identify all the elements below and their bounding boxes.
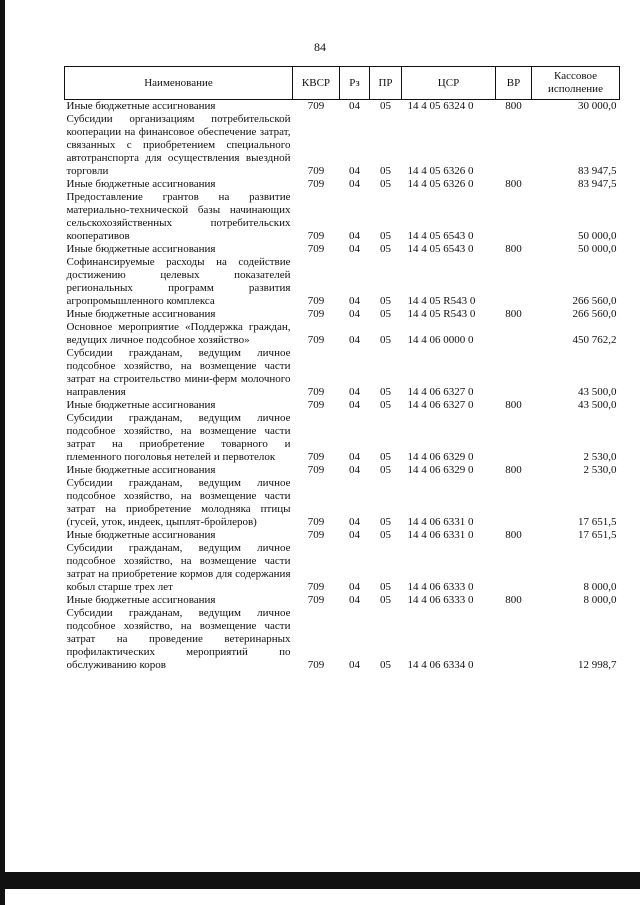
row-vr <box>496 542 532 594</box>
header-cash-execution: Кассовое исполнение <box>532 67 620 100</box>
table-row <box>65 412 620 464</box>
row-amount: 2 530,0 <box>583 451 617 463</box>
table-row <box>65 542 620 594</box>
row-name: Субсидии гражданам, ведущим личное подсобное хозяйство, на возмещение части затрат на проведение ветеринарных профилактических мероприятий по обслуживанию коров <box>66 607 291 671</box>
row-vr: 800 <box>505 100 522 112</box>
row-kvsr: 709 <box>307 464 325 476</box>
row-vr <box>496 191 532 243</box>
row-name: Иные бюджетные ассигнования <box>66 529 216 541</box>
row-amount: 30 000,0 <box>578 100 617 112</box>
page-number: 84 <box>314 40 326 54</box>
table-row <box>65 594 620 607</box>
row-kvsr: 709 <box>307 165 325 177</box>
row-csr: 14 4 06 6329 0 <box>407 464 474 476</box>
row-vr: 800 <box>505 243 522 255</box>
row-name: Иные бюджетные ассигнования <box>66 594 216 606</box>
row-vr: 800 <box>505 529 522 541</box>
row-pr: 05 <box>380 243 391 255</box>
row-vr <box>496 256 532 308</box>
header-kvsr: КВСР <box>293 67 340 100</box>
row-pr: 05 <box>380 386 391 398</box>
row-amount: 43 500,0 <box>578 386 617 398</box>
row-pr: 05 <box>380 529 391 541</box>
row-csr: 14 4 06 6331 0 <box>407 529 474 541</box>
row-amount: 50 000,0 <box>578 243 617 255</box>
row-kvsr: 709 <box>307 516 325 528</box>
row-pr: 05 <box>380 334 391 346</box>
table-row <box>65 178 620 191</box>
table-row <box>65 529 620 542</box>
row-name: Субсидии организациям потребительской кооперации на финансовое обеспечение затрат, связанных с приобретением специального автотранспорта для осуществления выездной торговли <box>66 113 291 177</box>
row-rz: 04 <box>349 295 360 307</box>
table-header <box>65 67 620 100</box>
row-rz: 04 <box>349 399 360 411</box>
row-kvsr: 709 <box>307 659 325 671</box>
table-row <box>65 256 620 308</box>
row-csr: 14 4 05 6543 0 <box>407 230 474 242</box>
row-name: Иные бюджетные ассигнования <box>66 100 216 112</box>
row-csr: 14 4 06 6334 0 <box>407 659 474 671</box>
row-vr: 800 <box>505 464 522 476</box>
table-row <box>65 308 620 321</box>
row-csr: 14 4 06 6327 0 <box>407 399 474 411</box>
row-vr <box>496 607 532 672</box>
table-row <box>65 243 620 256</box>
table-row <box>65 321 620 347</box>
row-amount: 12 998,7 <box>578 659 617 671</box>
row-amount: 17 651,5 <box>578 529 617 541</box>
row-amount: 50 000,0 <box>578 230 617 242</box>
row-name: Иные бюджетные ассигнования <box>66 464 216 476</box>
table-row <box>65 347 620 399</box>
row-rz: 04 <box>349 100 360 112</box>
row-name: Основное мероприятие «Поддержка граждан, ведущих личное подсобное хозяйство» <box>66 321 291 346</box>
row-kvsr: 709 <box>307 451 325 463</box>
header-name: Наименование <box>65 67 293 100</box>
row-amount: 266 560,0 <box>572 308 617 320</box>
table-body <box>65 100 620 673</box>
row-rz: 04 <box>349 334 360 346</box>
row-vr: 800 <box>505 178 522 190</box>
row-name: Софинансируемые расходы на содействие достижению целевых показателей региональных программ развития агропромышленного комплекса <box>66 256 291 307</box>
row-vr <box>496 477 532 529</box>
table-row <box>65 607 620 672</box>
row-csr: 14 4 06 6329 0 <box>407 451 474 463</box>
row-kvsr: 709 <box>307 581 325 593</box>
row-kvsr: 709 <box>307 386 325 398</box>
row-rz: 04 <box>349 178 360 190</box>
row-rz: 04 <box>349 165 360 177</box>
table-row <box>65 191 620 243</box>
header-rz: Рз <box>340 67 370 100</box>
row-vr <box>496 113 532 178</box>
header-vr: ВР <box>496 67 532 100</box>
row-rz: 04 <box>349 230 360 242</box>
row-csr: 14 4 05 6324 0 <box>407 100 474 112</box>
row-pr: 05 <box>380 516 391 528</box>
row-amount: 83 947,5 <box>578 165 617 177</box>
row-pr: 05 <box>380 464 391 476</box>
row-amount: 2 530,0 <box>583 464 617 476</box>
table-row <box>65 100 620 114</box>
row-rz: 04 <box>349 581 360 593</box>
table-row <box>65 113 620 178</box>
row-kvsr: 709 <box>307 529 325 541</box>
table-row <box>65 464 620 477</box>
row-pr: 05 <box>380 399 391 411</box>
row-vr: 800 <box>505 399 522 411</box>
row-pr: 05 <box>380 451 391 463</box>
row-rz: 04 <box>349 516 360 528</box>
row-csr: 14 4 05 6326 0 <box>407 178 474 190</box>
row-kvsr: 709 <box>307 295 325 307</box>
row-pr: 05 <box>380 100 391 112</box>
row-vr <box>496 412 532 464</box>
row-kvsr: 709 <box>307 178 325 190</box>
row-csr: 14 4 06 6331 0 <box>407 516 474 528</box>
row-csr: 14 4 05 6326 0 <box>407 165 474 177</box>
row-kvsr: 709 <box>307 308 325 320</box>
header-pr: ПР <box>370 67 402 100</box>
row-pr: 05 <box>380 308 391 320</box>
row-csr: 14 4 05 R543 0 <box>407 308 476 320</box>
row-amount: 8 000,0 <box>583 594 617 606</box>
row-kvsr: 709 <box>307 100 325 112</box>
row-name: Субсидии гражданам, ведущим личное подсобное хозяйство, на возмещение части затрат на приобретение молодняка птицы (гусей, уток, индеек, цыплят-бройлеров) <box>66 477 291 528</box>
row-csr: 14 4 05 R543 0 <box>407 295 476 307</box>
row-name: Субсидии гражданам, ведущим личное подсобное хозяйство, на возмещение части затрат на приобретение кормов для содержания кобыл старше трех лет <box>66 542 291 593</box>
row-pr: 05 <box>380 594 391 606</box>
row-vr: 800 <box>505 594 522 606</box>
row-kvsr: 709 <box>307 230 325 242</box>
row-amount: 43 500,0 <box>578 399 617 411</box>
row-rz: 04 <box>349 529 360 541</box>
scan-edge-bottom <box>0 872 640 889</box>
row-csr: 14 4 06 0000 0 <box>407 334 474 346</box>
row-kvsr: 709 <box>307 594 325 606</box>
row-rz: 04 <box>349 243 360 255</box>
row-rz: 04 <box>349 386 360 398</box>
row-pr: 05 <box>380 659 391 671</box>
row-name: Иные бюджетные ассигнования <box>66 243 216 255</box>
budget-table <box>64 66 620 672</box>
row-pr: 05 <box>380 230 391 242</box>
row-rz: 04 <box>349 594 360 606</box>
row-amount: 83 947,5 <box>578 178 617 190</box>
row-kvsr: 709 <box>307 334 325 346</box>
row-amount: 8 000,0 <box>583 581 617 593</box>
header-csr: ЦСР <box>402 67 496 100</box>
row-vr <box>496 347 532 399</box>
row-name: Субсидии гражданам, ведущим личное подсобное хозяйство, на возмещение части затрат на приобретение товарного и племенного поголовья нетелей и первотелок <box>66 412 291 463</box>
row-pr: 05 <box>380 581 391 593</box>
row-name: Субсидии гражданам, ведущим личное подсобное хозяйство, на возмещение части затрат на строительство мини-ферм молочного направления <box>66 347 291 398</box>
row-name: Иные бюджетные ассигнования <box>66 399 216 411</box>
row-csr: 14 4 05 6543 0 <box>407 243 474 255</box>
row-pr: 05 <box>380 165 391 177</box>
row-rz: 04 <box>349 659 360 671</box>
row-name: Предоставление грантов на развитие материально-технической базы начинающих сельскохозяйственных потребительских кооперативов <box>66 191 291 242</box>
table-row <box>65 477 620 529</box>
row-pr: 05 <box>380 295 391 307</box>
row-kvsr: 709 <box>307 243 325 255</box>
row-csr: 14 4 06 6327 0 <box>407 386 474 398</box>
scan-edge-left <box>0 0 5 905</box>
row-rz: 04 <box>349 308 360 320</box>
row-rz: 04 <box>349 451 360 463</box>
row-name: Иные бюджетные ассигнования <box>66 308 216 320</box>
row-amount: 450 762,2 <box>572 334 617 346</box>
row-pr: 05 <box>380 178 391 190</box>
row-amount: 266 560,0 <box>572 295 617 307</box>
row-vr: 800 <box>505 308 522 320</box>
row-kvsr: 709 <box>307 399 325 411</box>
row-name: Иные бюджетные ассигнования <box>66 178 216 190</box>
table-row <box>65 399 620 412</box>
row-amount: 17 651,5 <box>578 516 617 528</box>
row-vr <box>496 321 532 347</box>
row-csr: 14 4 06 6333 0 <box>407 581 474 593</box>
row-rz: 04 <box>349 464 360 476</box>
row-csr: 14 4 06 6333 0 <box>407 594 474 606</box>
